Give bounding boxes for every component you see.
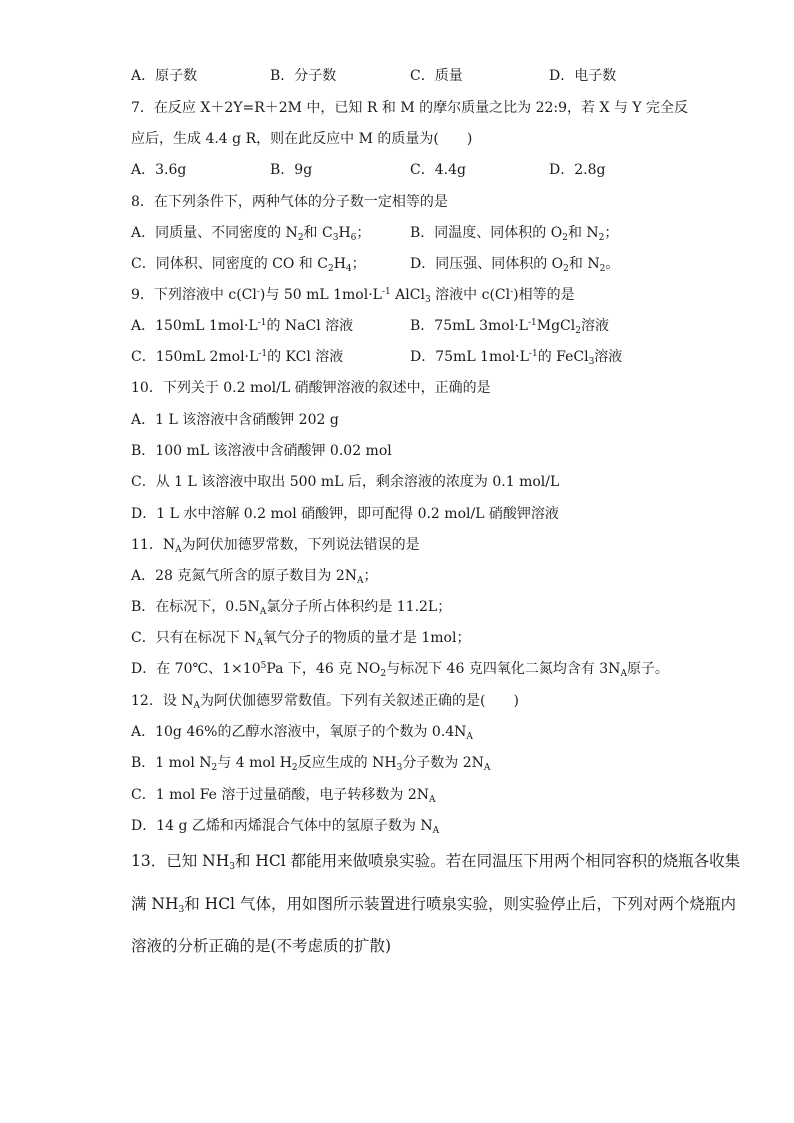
text: B．在标况下，0.5N: [131, 599, 260, 615]
q10-option-c[interactable]: C．从 1 L 该溶液中取出 500 mL 后，剩余溶液的浓度为 0.1 mol/L: [131, 474, 560, 490]
sub: A: [432, 826, 440, 836]
text: 氧气分子的物质的量才是 1mol；: [262, 630, 471, 646]
sub: 2: [563, 264, 569, 274]
q12-option-a[interactable]: [131, 723, 473, 741]
q13-stem-line1: [131, 850, 740, 872]
text: ；: [363, 568, 378, 584]
q8-option-a[interactable]: [131, 224, 370, 242]
sub: 3: [229, 862, 235, 872]
text: 的 NaCl 溶液: [266, 318, 354, 334]
text: 和 N: [567, 225, 599, 241]
text: D．在 70℃、1×10: [131, 661, 261, 677]
sub: 2: [562, 233, 568, 243]
text: D．同压强、同体积的 O: [410, 256, 564, 272]
q7-option-c[interactable]: C．4.4g: [410, 162, 466, 178]
text: B．同温度、同体积的 O: [410, 225, 563, 241]
q10-option-b[interactable]: B．100 mL 该溶液中含硝酸钾 0.02 mol: [131, 443, 392, 459]
sup: -1: [258, 349, 268, 359]
text: A．150mL 1mol·L: [131, 318, 258, 334]
q9-option-b[interactable]: [410, 317, 609, 335]
text: )相等的是: [513, 287, 575, 303]
sub: A: [466, 732, 473, 742]
sub: 3: [424, 295, 431, 305]
sub: A: [483, 763, 491, 773]
q12-option-d[interactable]: [131, 817, 439, 835]
sup: -1: [381, 287, 391, 297]
q9-option-a[interactable]: [131, 317, 353, 335]
sub: A: [175, 545, 182, 555]
sup: -: [256, 287, 260, 297]
q8-option-c[interactable]: [131, 255, 366, 273]
text: 满 NH: [131, 895, 179, 913]
text: ；: [351, 256, 366, 272]
q8-stem: 8．在下列条件下，两种气体的分子数一定相等的是: [131, 194, 448, 210]
text: C．150mL 2mol·L: [131, 349, 259, 365]
text: 与 4 mol H: [217, 755, 292, 771]
text: )与 50 mL 1mol·L: [259, 287, 382, 303]
q13-stem-line2: [131, 893, 736, 915]
text: A．同质量、不同密度的 N: [131, 225, 298, 241]
sub: 2: [380, 669, 387, 679]
text: 为阿伏伽德罗常数值。下列有关叙述正确的是( ): [200, 693, 519, 709]
q10-option-a[interactable]: A．1 L 该溶液中含硝酸钾 202 g: [131, 412, 339, 428]
sub: 2: [575, 326, 581, 336]
text: MgCl: [536, 318, 576, 334]
sub: 4: [345, 264, 352, 274]
q7-option-d[interactable]: D．2.8g: [549, 162, 606, 178]
q12-stem: [131, 692, 519, 710]
q10-stem: 10．下列关于 0.2 mol/L 硝酸钾溶液的叙述中，正确的是: [131, 380, 491, 396]
q6-option-b[interactable]: B．分子数: [270, 68, 337, 84]
sub: A: [429, 795, 436, 805]
sub: 2: [598, 233, 605, 243]
q12-option-c[interactable]: [131, 786, 436, 804]
q11-option-c[interactable]: [131, 629, 470, 647]
q7-stem-line1: 7．在反应 X＋2Y=R＋2M 中，已知 R 和 M 的摩尔质量之比为 22:9，若 X 与 Y 完全反: [131, 100, 689, 116]
sub: 3: [178, 905, 185, 915]
q8-option-b[interactable]: [410, 224, 618, 242]
text: 13．已知 NH: [131, 852, 230, 870]
text: H: [338, 225, 351, 241]
text: ；: [604, 225, 619, 241]
q6-option-d[interactable]: D．电子数: [549, 68, 617, 84]
text: 。: [605, 256, 620, 272]
sub: A: [356, 576, 364, 586]
text: 氯分子所占体积约是 11.2L；: [266, 599, 452, 615]
q10-option-d[interactable]: D．1 L 水中溶解 0.2 mol 硝酸钾，即可配得 0.2 mol/L 硝酸钾溶液: [131, 506, 559, 522]
q7-option-a[interactable]: A．3.6g: [131, 162, 187, 178]
text: 9．下列溶液中 c(Cl: [131, 287, 257, 303]
text: B．75mL 3mol·L: [410, 318, 528, 334]
text: ；: [356, 225, 371, 241]
sub: 2: [297, 233, 304, 243]
q7-stem-line2: 应后，生成 4.4 g R，则在此反应中 M 的质量为( ): [131, 131, 473, 147]
sub: 2: [327, 264, 334, 274]
text: C．只有在标况下 N: [131, 630, 257, 646]
sub: 2: [211, 763, 218, 773]
sub: 6: [350, 233, 357, 243]
sup: 5: [260, 661, 267, 671]
text: 和 HCl 都能用来做喷泉实验。若在同温压下用两个相同容积的烧瓶各收集: [234, 852, 741, 870]
text: 12．设 N: [131, 693, 194, 709]
text: D．14 g 乙烯和丙烯混合气体中的氢原子数为 N: [131, 818, 433, 834]
text: 11．N: [131, 537, 176, 553]
q6-option-c[interactable]: C．质量: [410, 68, 463, 84]
text: 为阿伏加德罗常数，下列说法错误的是: [181, 537, 420, 553]
q11-stem: [131, 536, 420, 554]
q9-stem: [131, 286, 575, 304]
text: 溶液: [580, 318, 609, 334]
text: 原子。: [626, 661, 669, 677]
text: AlCl: [390, 287, 425, 303]
text: C．1 mol Fe 溶于过量硝酸，电子转移数为 2N: [131, 787, 429, 803]
sub: 3: [588, 357, 595, 367]
text: 与标况下 46 克四氧化二氮均含有 3N: [386, 661, 621, 677]
sub: A: [620, 669, 627, 679]
q7-option-b[interactable]: B．9g: [270, 162, 313, 178]
sub: 2: [291, 763, 298, 773]
sub: 2: [599, 264, 606, 274]
text: C．同体积、同密度的 CO 和 C: [131, 256, 328, 272]
sub: 3: [396, 763, 403, 773]
text: 溶液中 c(Cl: [430, 287, 511, 303]
q11-option-d[interactable]: [131, 660, 669, 678]
text: H: [333, 256, 346, 272]
q9-option-c[interactable]: [131, 348, 343, 366]
text: 和 HCl 气体，用如图所示装置进行喷泉实验，则实验停止后，下列对两个烧瓶内: [184, 895, 736, 913]
sup: -1: [527, 318, 537, 328]
text: 和 C: [303, 225, 333, 241]
q6-option-a[interactable]: A．原子数: [131, 68, 198, 84]
text: A．28 克氮气所含的原子数目为 2N: [131, 568, 357, 584]
q9-option-d[interactable]: [410, 348, 622, 366]
sup: -1: [528, 349, 538, 359]
text: D．75mL 1mol·L: [410, 349, 529, 365]
sub: A: [259, 607, 267, 617]
q8-option-d[interactable]: [410, 255, 619, 273]
text: Pa 下，46 克 NO: [266, 661, 381, 677]
q11-option-a[interactable]: [131, 567, 377, 585]
sub: 3: [332, 233, 339, 243]
text: A．10g 46%的乙醇水溶液中，氧原子的个数为 0.4N: [131, 724, 467, 740]
sup: -1: [257, 318, 267, 328]
text: 分子数为 2N: [402, 755, 484, 771]
text: 的 FeCl: [537, 349, 589, 365]
q12-option-b[interactable]: [131, 754, 490, 772]
q13-stem-line3: 溶液的分析正确的是(不考虑质的扩散): [131, 937, 392, 955]
text: B．1 mol N: [131, 755, 212, 771]
text: 反应生成的 NH: [297, 755, 397, 771]
sub: A: [256, 638, 263, 648]
text: 溶液: [594, 349, 623, 365]
sup: -: [510, 287, 514, 297]
text: 和 N: [568, 256, 600, 272]
sub: A: [193, 701, 201, 711]
text: 的 KCl 溶液: [267, 349, 344, 365]
q11-option-b[interactable]: [131, 598, 451, 616]
